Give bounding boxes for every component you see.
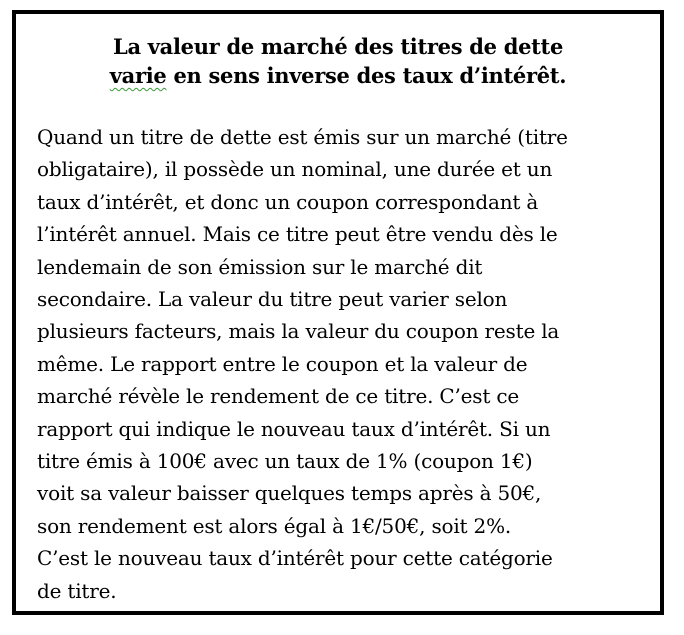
paragraph-line: voit sa valeur baisser quelques temps après à 50€, <box>37 481 542 506</box>
heading-line-2-rest: en sens inverse des taux d’intérêt. <box>166 63 567 88</box>
paragraph-line: titre émis à 100€ avec un taux de 1% (coupon 1€) <box>37 449 533 474</box>
spellcheck-underlined-word: varie <box>109 63 167 88</box>
paragraph-line: plusieurs facteurs, mais la valeur du coupon reste la <box>37 319 560 344</box>
paragraph-line: même. Le rapport entre le coupon et la valeur de <box>37 351 528 376</box>
paragraph-line: de titre. <box>37 578 117 603</box>
heading-line-2 <box>16 61 660 90</box>
paragraph-line: marché révèle le rendement de ce titre. C’est ce <box>37 384 519 409</box>
bordered-text-box <box>12 10 664 615</box>
heading-line-1: La valeur de marché des titres de dette <box>112 34 564 59</box>
paragraph-line: lendemain de son émission sur le marché dit <box>37 254 483 279</box>
paragraph-line: rapport qui indique le nouveau taux d’intérêt. Si un <box>37 416 551 441</box>
body-paragraph <box>37 121 663 607</box>
paragraph-line: C’est le nouveau taux d’intérêt pour cette catégorie <box>37 546 553 571</box>
heading <box>16 32 660 90</box>
paragraph-line: son rendement est alors égal à 1€/50€, soit 2%. <box>37 513 512 538</box>
paragraph-line: obligataire), il possède un nominal, une durée et un <box>37 157 553 182</box>
paragraph-line: l’intérêt annuel. Mais ce titre peut être vendu dès le <box>37 222 558 247</box>
paragraph-line: secondaire. La valeur du titre peut varier selon <box>37 287 508 312</box>
paragraph-line: taux d’intérêt, et donc un coupon correspondant à <box>37 189 539 214</box>
paragraph-line: Quand un titre de dette est émis sur un marché (titre <box>37 125 568 149</box>
